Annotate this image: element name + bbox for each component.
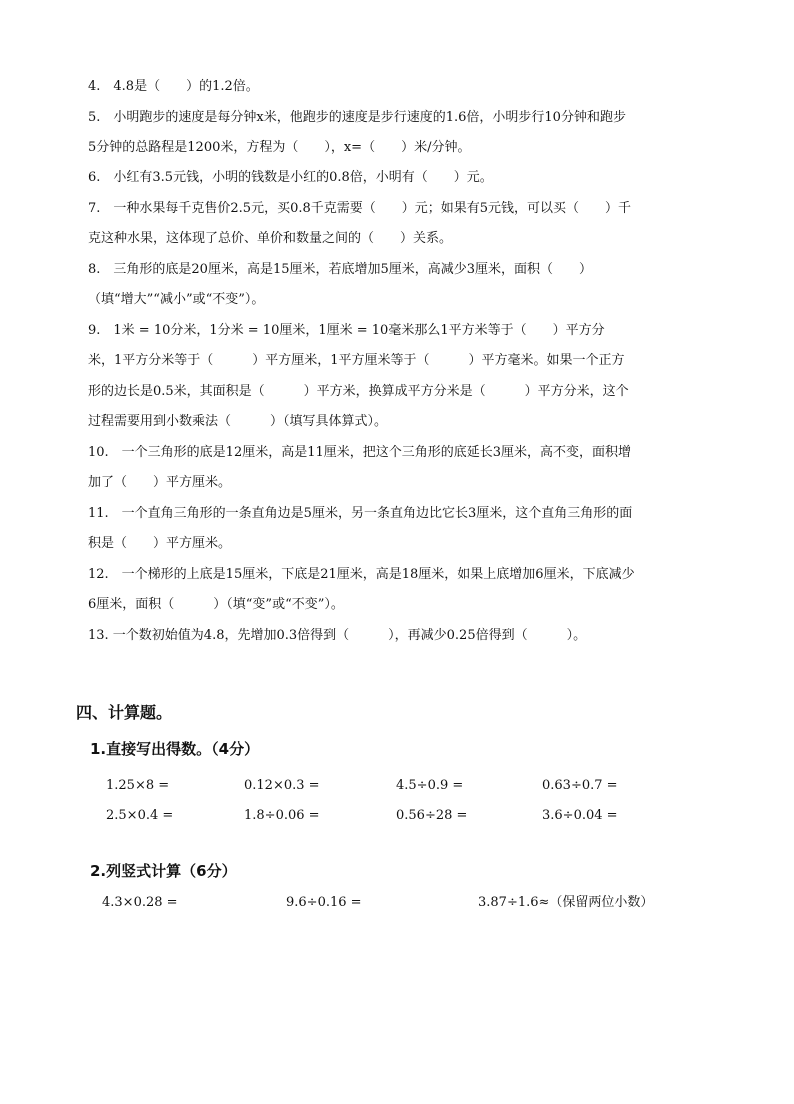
- question-8-line-2: （填“增大”“减小”或“不变”）。: [88, 292, 265, 307]
- question-9-line-3: 形的边长是0.5米，其面积是（ ）平方米，换算成平方分米是（ ）平方分米，这个: [88, 384, 629, 399]
- calc-item: 1.8÷0.06 =: [244, 808, 320, 823]
- calc-item: 3.6÷0.04 =: [542, 808, 618, 823]
- calc-item: 4.5÷0.9 =: [396, 778, 464, 793]
- question-5-line-1: 5. 小明跑步的速度是每分钟x米，他跑步的速度是步行速度的1.6倍，小明步行10分钟和跑步: [88, 110, 626, 125]
- question-9-line-1: 9. 1米 = 10分米，1分米 = 10厘米，1厘米 = 10毫米那么1平方米等于（ ）平方分: [88, 323, 605, 338]
- question-6-line-1: 6. 小红有3.5元钱，小明的钱数是小红的0.8倍，小明有（ ）元。: [88, 170, 493, 185]
- question-12-line-1: 12. 一个梯形的上底是15厘米，下底是21厘米，高是18厘米，如果上底增加6厘米，下底减少: [88, 567, 635, 582]
- question-7-line-2: 克这种水果，这体现了总价、单价和数量之间的（ ）关系。: [88, 231, 453, 246]
- question-9-line-4: 过程需要用到小数乘法（ ）（填写具体算式）。: [88, 414, 388, 429]
- vertical-calc-item: 4.3×0.28 =: [102, 895, 178, 910]
- calc-item: 0.12×0.3 =: [244, 778, 320, 793]
- question-7-line-1: 7. 一种水果每千克售价2.5元，买0.8千克需要（ ）元；如果有5元钱，可以买（ ）千: [88, 201, 632, 216]
- question-13-line-1: 13. 一个数初始值为4.8，先增加0.3倍得到（ ），再减少0.25倍得到（ ）。: [88, 628, 587, 643]
- calc-item: 0.63÷0.7 =: [542, 778, 618, 793]
- question-11-line-2: 积是（ ）平方厘米。: [88, 536, 232, 551]
- question-5-line-2: 5分钟的总路程是1200米，方程为（ ），x=（ ）米/分钟。: [88, 140, 471, 155]
- question-8-line-1: 8. 三角形的底是20厘米，高是15厘米，若底增加5厘米，高减少3厘米，面积（ ）: [88, 262, 593, 277]
- question-10-line-2: 加了（ ）平方厘米。: [88, 475, 232, 490]
- question-4-line-1: 4. 4.8是（ ）的1.2倍。: [88, 79, 259, 94]
- calc-item: 1.25×8 =: [106, 778, 170, 793]
- calc-item: 2.5×0.4 =: [106, 808, 174, 823]
- vertical-calc-item: 9.6÷0.16 =: [286, 895, 362, 910]
- calc-item: 0.56÷28 =: [396, 808, 468, 823]
- part2-title: 2.列竖式计算（6分）: [90, 862, 237, 880]
- question-9-line-2: 米，1平方分米等于（ ）平方厘米，1平方厘米等于（ ）平方毫米。如果一个正方: [88, 353, 625, 368]
- question-10-line-1: 10. 一个三角形的底是12厘米，高是11厘米，把这个三角形的底延长3厘米，高不变，面积增: [88, 445, 632, 460]
- question-12-line-2: 6厘米，面积（ ）（填“变”或“不变”）。: [88, 597, 344, 612]
- section-title: 四、计算题。: [76, 703, 173, 722]
- question-11-line-1: 11. 一个直角三角形的一条直角边是5厘米，另一条直角边比它长3厘米，这个直角三角形的面: [88, 506, 633, 521]
- part1-title: 1.直接写出得数。（4分）: [90, 740, 260, 758]
- vertical-calc-item: 3.87÷1.6≈（保留两位小数）: [478, 895, 654, 910]
